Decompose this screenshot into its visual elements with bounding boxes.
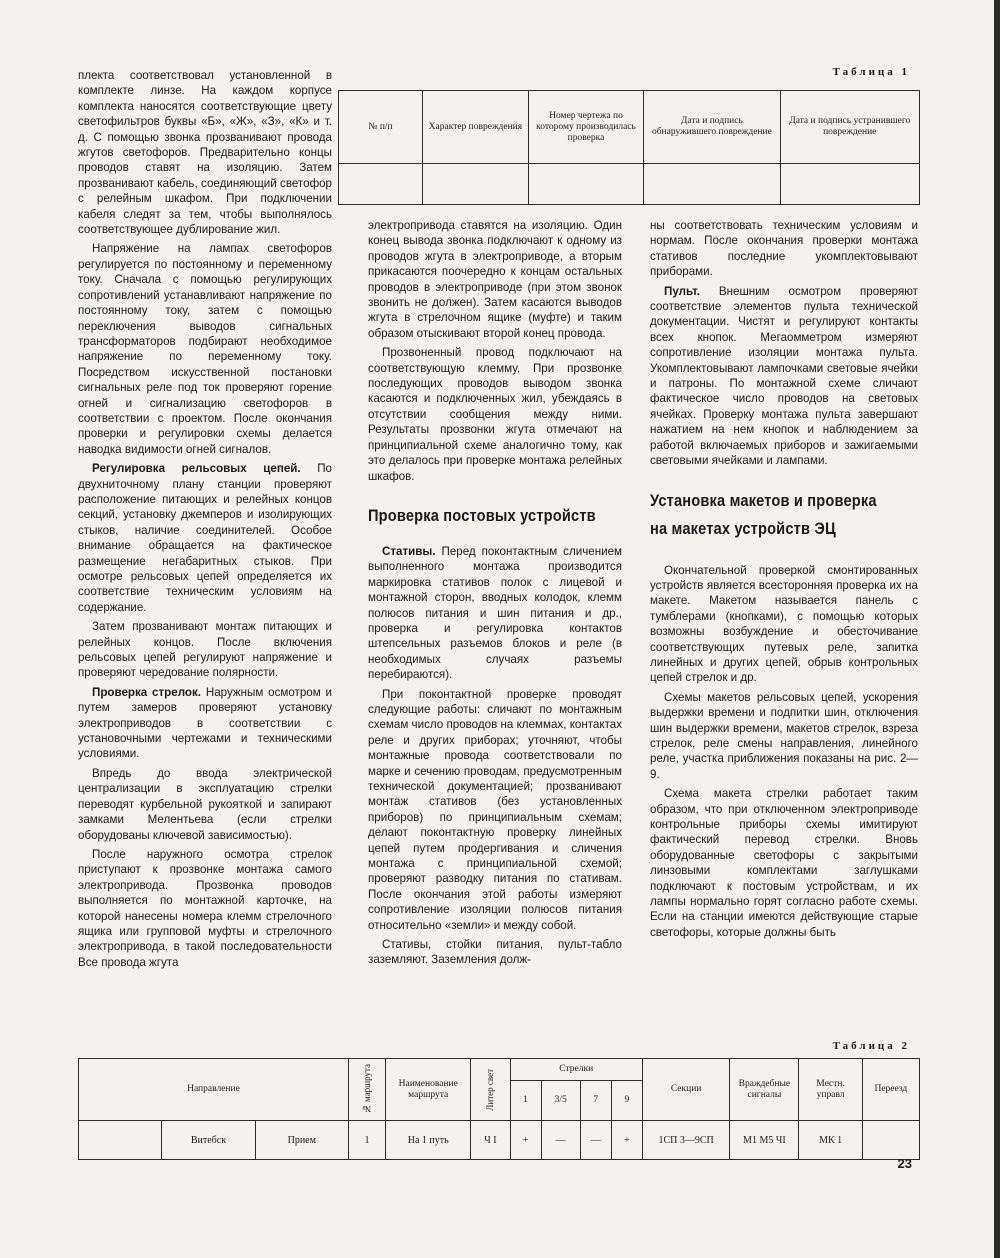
- table-cell: +: [510, 1121, 541, 1160]
- column-1: [78, 68, 332, 974]
- column-3: [650, 218, 918, 944]
- table2-header-switch-3-5: 3/5: [541, 1081, 580, 1121]
- run-in-heading: Стативы.: [382, 544, 436, 558]
- table1-header-no: № п/п: [339, 91, 423, 164]
- paragraph: После наружного осмотра стрелок приступают к прозвонке монтажа самого электропривода. Прозвонка проводов выполняется по монтажной карточке, на которой нанесены номера клемм стрелочного ящика или групповой муфты и стрелочного электропривода, в такой последовательности Все провода жгута: [78, 847, 332, 969]
- table2-header-hostile: Враждебные сигналы: [730, 1059, 799, 1121]
- table-cell: На 1 путь: [386, 1121, 471, 1160]
- vertical-header-text: Литер свет: [485, 1068, 496, 1111]
- table-cell: [79, 1121, 162, 1160]
- page-number: 23: [897, 1156, 912, 1171]
- table-cell: Прием: [255, 1121, 348, 1160]
- table1-header-fixed: Дата и подпись устранившего повреждение: [780, 91, 920, 164]
- table2-header-signal: [471, 1059, 510, 1121]
- table2: [78, 1058, 920, 1160]
- table1-header-drawing: Номер чертежа по которому производилась проверка: [528, 91, 643, 164]
- table2-header-switches: Стрелки: [510, 1059, 642, 1081]
- table2-header-route-no: [348, 1059, 385, 1121]
- column-2: [368, 218, 622, 972]
- table-cell: [644, 164, 780, 205]
- table-cell: —: [541, 1121, 580, 1160]
- table-row: [339, 164, 920, 205]
- table-cell: МК 1: [799, 1121, 862, 1160]
- table-cell: Витебск: [162, 1121, 255, 1160]
- paragraph: Схема макета стрелки работает таким образом, что при отключенном электроприводе контрольные приборы схемы имитируют фактический перевод стрелки. Вновь оборудованные светофоры с закрытыми линзовыми комплектами заглушками подключают к постовым устройствам, и их лампы нормально горят согласно работе схемы. Если на станции имеются действующие старые светофоры, которые должны быть: [650, 787, 918, 939]
- paragraph: Прозвоненный провод подключают на соответствующую клемму. При прозвонке последующих проводов выводом звонка касаются и подключенных жил, убеждаясь в отсутствии сообщения между ними. Результаты прозвонки жгута отмечают на принципиальной схеме аналогично тому, как это делалось при проверке монтажа релейных шкафов.: [368, 346, 622, 483]
- page-edge: [994, 0, 1000, 1258]
- paragraph-text: Наружным осмотром и путем замеров проверяют установку электроприводов в соответствии с установочными чертежами и техническими условиями.: [78, 685, 332, 761]
- paragraph: [650, 284, 918, 469]
- paragraph: Затем прозванивают монтаж питающих и релейных концов. После включения рельсовых цепей регулируют напряжение и проверяют чередование полярности.: [78, 620, 332, 680]
- paragraph: Окончательной проверкой смонтированных устройств является всесторонняя проверка их на макете. Макетом называется панель с тумблерами (кнопками), с помощью которых возможны возбуждение и обесточивание соответствующих путевых реле, запитка линейных и других цепей, обрыв контрольных цепей стрелок и др.: [650, 563, 918, 685]
- paragraph-text: По двухниточному плану станции проверяют расположение питающих и релейных концов секций, установку джемперов и изолирующих стыков, наличие соединителей. Особое внимание обращается на фактическое размещение негабаритных стыков. При осмотре рельсовых цепей определяется их соответствие техническим условиям на содержание.: [78, 462, 332, 614]
- paragraph: [78, 685, 332, 762]
- paragraph: [78, 461, 332, 615]
- table1-header-found: Дата и подпись обнаружившего повреждение: [644, 91, 780, 164]
- paragraph: [368, 544, 622, 683]
- section-heading: Проверка постовых устройств: [368, 505, 596, 525]
- paragraph: Стативы, стойки питания, пульт-табло заземляют. Заземления долж-: [368, 938, 622, 967]
- section-heading-line: Установка макетов и проверка: [650, 490, 877, 510]
- table-cell: +: [611, 1121, 642, 1160]
- run-in-heading: Проверка стрелок.: [92, 685, 202, 699]
- table-cell: 1СП 3—9СП: [642, 1121, 729, 1160]
- table2-header-crossing: Переезд: [862, 1059, 919, 1121]
- table1-caption: Таблица 1: [832, 66, 910, 78]
- paragraph: ны соответствовать техническим условиям и нормам. После окончания проверки монтажа стативов последние укомплектовывают приборами.: [650, 219, 918, 279]
- section-heading: [650, 487, 880, 543]
- table2-header-switch-1: 1: [510, 1081, 541, 1121]
- run-in-heading: Регулировка рельсовых цепей.: [92, 462, 301, 476]
- table-cell: —: [580, 1121, 611, 1160]
- paragraph-text: Внешним осмотром проверяют соответствие элементов пульта технической документации. Чистят и регулируют контакты всех кнопок. Мегаомметром измеряют сопротивление изоляции монтажа пульта. Укомплектовывают лампочками световые ячейки и патроны. По монтажной схеме сличают фактическое число проводов на световых ячейках. Проверку монтажа пульта завершают нажатием на нем кнопок и наблюдением за работой включаемых приборов и зажигаемыми световыми ячейками и лампами.: [650, 284, 918, 468]
- table-cell: [780, 164, 920, 205]
- paragraph: Впредь до ввода электрической централизации в эксплуатацию стрелки переводят курбельной рукояткой и запирают замками Мелентьева (если стрелки оборудованы ключевой зависимостью).: [78, 766, 332, 842]
- table-cell: [862, 1121, 919, 1160]
- table2-header-local: Местн. управл: [799, 1059, 862, 1121]
- table-cell: Ч I: [471, 1121, 510, 1160]
- table2-header-direction: Направление: [79, 1059, 349, 1121]
- paragraph: электропривода ставятся на изоляцию. Один конец вывода звонка подключают к одному из проводов жгута в электроприводе, а вторым прикасаются поочередно к концам остальных проводов в электроприводе (при этом звонок звонить не должен). Затем касаются выводов жгута в стрелочном ящике (муфте) и таким образом отыскивают второй конец провода.: [368, 219, 622, 340]
- paragraph: Схемы макетов рельсовых цепей, ускорения выдержки времени и подпитки шин, отключения шин выдержки времени, макетов стрелок, взреза стрелок, реле смены направления, линейного реле, участка приближения показаны на рис. 2—9.: [650, 690, 918, 781]
- table2-caption: Таблица 2: [832, 1040, 910, 1052]
- table-cell: [423, 164, 529, 205]
- section-heading-line: на макетах устройств ЭЦ: [650, 518, 836, 538]
- table-row: [79, 1121, 920, 1160]
- table2-header-switch-9: 9: [611, 1081, 642, 1121]
- run-in-heading: Пульт.: [664, 284, 700, 298]
- paragraph-text: Перед поконтактным сличением выполненного монтажа производится маркировка стативов полок с лицевой и монтажной сторон, вводных колодок, клемм полюсов питания и шин питания и др., проверка и регулировка контактов штепсельных разъемов блоков и реле (в необходимых случаях разъемы перебираются).: [368, 544, 622, 682]
- table1-header-damage: Характер повреждения: [423, 91, 529, 164]
- vertical-header-text: № маршрута: [362, 1064, 373, 1115]
- table2-header-sections: Секции: [642, 1059, 729, 1121]
- table2-header-switch-7: 7: [580, 1081, 611, 1121]
- table-cell: [528, 164, 643, 205]
- paragraph: Напряжение на лампах светофоров регулируется по постоянному и переменному току. Сначала с помощью регулирующих сопротивлений устанавливают напряжение по постоянному току, затем с помощью переключения выводов сигнальных трансформаторов подбирают необходимое напряжение по переменному току. Посредством искусственной постановки сигнальных реле под ток проверяют горение огней и сигнализацию светофоров в соответствии с проектом. После окончания проверки и регулировки схемы делается наводка видимости огней сигналов.: [78, 242, 332, 456]
- table-cell: [339, 164, 423, 205]
- table-cell: 1: [348, 1121, 385, 1160]
- table-cell: М1 М5 ЧI: [730, 1121, 799, 1160]
- table2-header-route-name: Наименование маршрута: [386, 1059, 471, 1121]
- paragraph: При поконтактной проверке проводят следующие работы: сличают по монтажным схемам число проводов на клеммах, контактах реле и других приборах; уточняют, чтобы монтажные провода соответствовали по марке и сечению проводам, предусмотренным технической документацией; прозванивают монтаж стативов (без установленных приборов) по принципиальным схемам; делают поконтактную проверку линейных цепей путем продергивания и сличения монтажа с принципиальной схемой; проверяют разводку питания по стативам. После окончания этой работы измеряют сопротивление изоляции полюсов питания относительно «земли» и между собой.: [368, 687, 622, 932]
- table1: [338, 90, 920, 205]
- paragraph: плекта соответствовал установленной в комплекте линзе. На каждом корпусе комплекта наносятся соответствующие цвету светофильтров буквы «Б», «Ж», «З», «К» и т. д. С помощью звонка прозванивают провода жгутов светофоров. Предварительно концы проводов ставят на изоляцию. Затем прозванивают кабель, соединяющий светофор с релейным шкафом. При подключении кабеля следят за тем, чтобы выполнялось соответствующее дублирование жил.: [78, 69, 332, 237]
